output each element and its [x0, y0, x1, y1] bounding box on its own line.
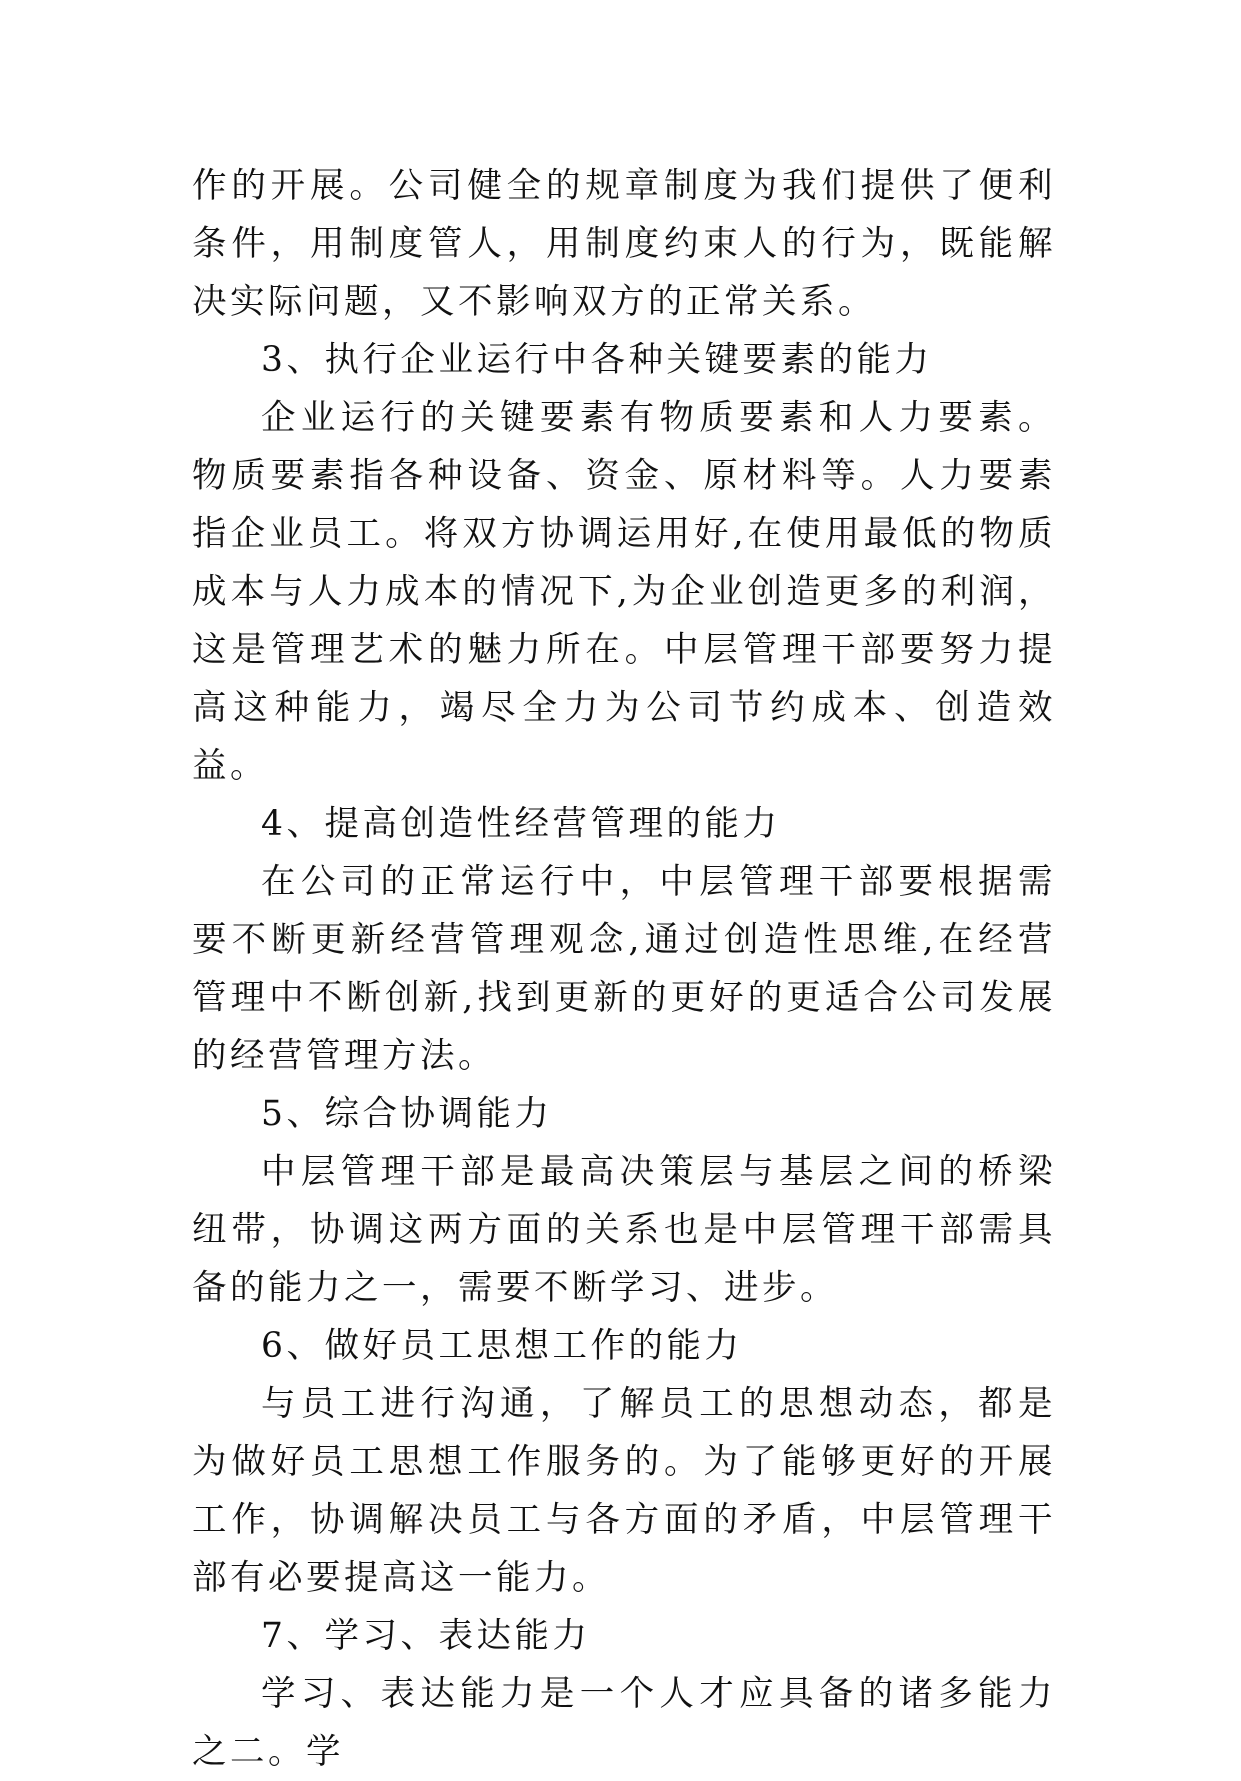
body-paragraph: 与员工进行沟通，了解员工的思想动态，都是为做好员工思想工作服务的。为了能够更好的开展工作，协调解决员工与各方面的矛盾，中层管理干部有必要提高这一能力。: [192, 1384, 1056, 1598]
section-heading: 5、综合协调能力: [261, 1094, 553, 1134]
body-paragraph: 企业运行的关键要素有物质要素和人力要素。物质要素指各种设备、资金、原材料等。人力要素指企业员工。将双方协调运用好,在使用最低的物质成本与人力成本的情况下,为企业创造更多的利润，这是管理艺术的魅力所在。中层管理干部要努力提高这种能力，竭尽全力为公司节约成本、创造效益。: [192, 398, 1056, 786]
body-paragraph: 中层管理干部是最高决策层与基层之间的桥梁纽带，协调这两方面的关系也是中层管理干部需具备的能力之一，需要不断学习、进步。: [192, 1152, 1056, 1308]
section-heading: 3、执行企业运行中各种关键要素的能力: [261, 340, 933, 380]
body-paragraph: 在公司的正常运行中，中层管理干部要根据需要不断更新经营管理观念,通过创造性思维,在经营管理中不断创新,找到更新的更好的更适合公司发展的经营管理方法。: [192, 862, 1056, 1076]
section-heading: 6、做好员工思想工作的能力: [261, 1326, 743, 1366]
body-paragraph: 作的开展。公司健全的规章制度为我们提供了便利条件，用制度管人，用制度约束人的行为，既能解决实际问题，又不影响双方的正常关系。: [192, 166, 1056, 322]
body-paragraph: 学习、表达能力是一个人才应具备的诸多能力之二。学: [192, 1674, 1056, 1772]
section-heading: 4、提高创造性经营管理的能力: [261, 804, 781, 844]
section-heading: 7、学习、表达能力: [261, 1616, 591, 1656]
document-body: [192, 157, 1056, 1781]
